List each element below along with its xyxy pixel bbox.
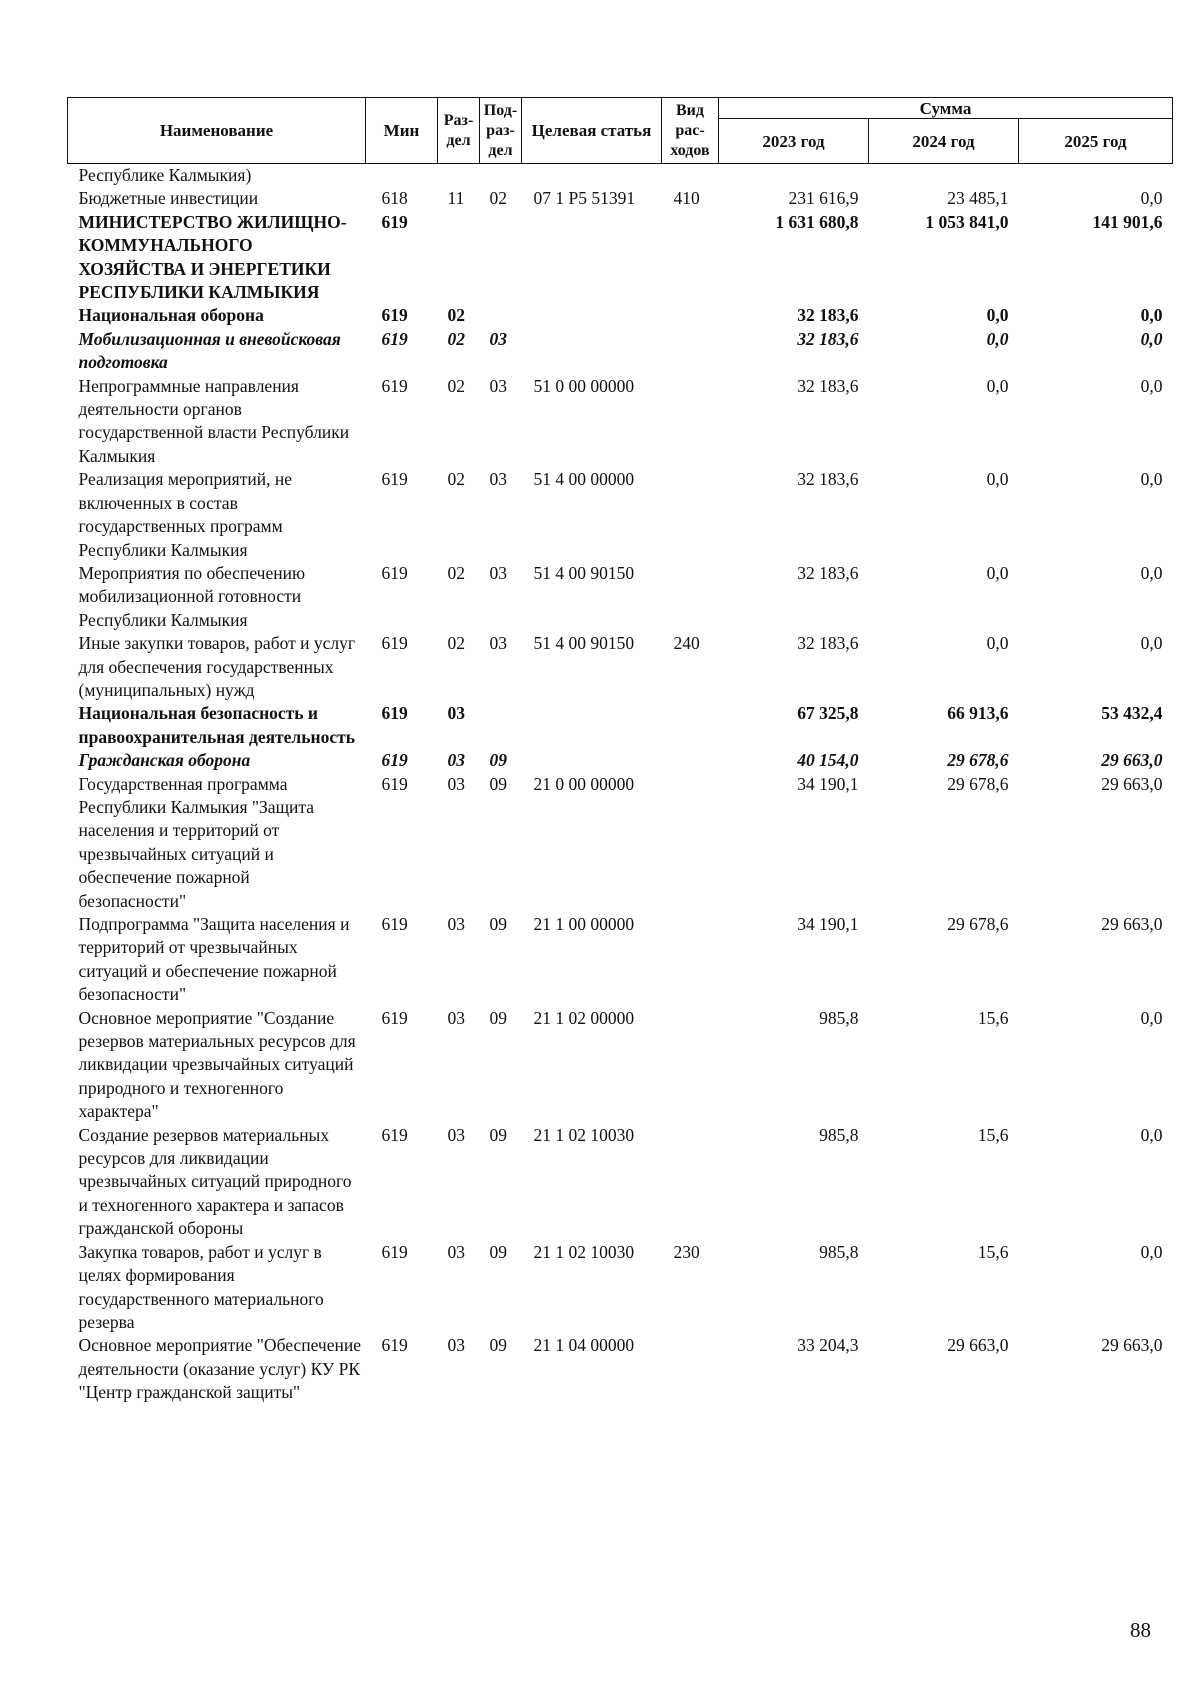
row-target: 07 1 P5 51391 [533, 188, 636, 209]
row-vid [662, 1124, 719, 1241]
header-target: Целевая статья [522, 98, 662, 164]
row-name: Мобилизационная и вневойсковая подготовка [78, 328, 341, 373]
row-podrazdel [480, 304, 522, 327]
row-target [522, 749, 662, 772]
row-sum-2023: 34 190,1 [797, 773, 859, 794]
row-sum-2023: 67 325,8 [797, 703, 859, 724]
row-sum-2025: 0,0 [1140, 305, 1163, 326]
table-row [68, 1241, 1173, 1335]
row-sum-2024: 0,0 [986, 305, 1009, 326]
row-name: Республике Калмыкия) [78, 165, 252, 185]
row-podrazdel: 09 [489, 1241, 507, 1262]
row-sum-2025: 0,0 [1140, 188, 1163, 209]
row-min: 619 [381, 305, 408, 326]
header-year-2025: 2025 год [1019, 119, 1173, 164]
row-sum-2024: 15,6 [977, 1007, 1009, 1028]
table-row [68, 1007, 1173, 1124]
row-min: 619 [381, 562, 408, 583]
header-sum: Сумма [719, 98, 1173, 119]
row-min: 619 [381, 633, 408, 654]
row-sum-2025: 0,0 [1140, 562, 1163, 583]
row-sum-2023: 32 183,6 [797, 469, 859, 490]
row-sum-2025: 53 432,4 [1101, 703, 1163, 724]
row-name: Мероприятия по обеспечению мобилизационной готовности Республики Калмыкия [78, 562, 306, 630]
row-target: 21 0 00 00000 [533, 773, 635, 794]
row-sum-2023: 1 631 680,8 [775, 211, 859, 232]
row-name: Гражданская оборона [78, 750, 251, 771]
row-target: 21 1 02 10030 [533, 1124, 635, 1145]
row-sum-2024: 66 913,6 [947, 703, 1009, 724]
table-row [68, 913, 1173, 1007]
row-sum-2024: 29 678,6 [947, 750, 1009, 771]
row-podrazdel [480, 211, 522, 305]
row-target: 21 1 00 00000 [533, 914, 635, 934]
row-sum-2023: 33 204,3 [797, 1335, 859, 1356]
row-sum-2025: 0,0 [1140, 469, 1163, 490]
row-sum-2023: 32 183,6 [797, 633, 859, 654]
row-sum-2024: 0,0 [986, 375, 1009, 396]
row-sum-2023: 985,8 [819, 1007, 859, 1028]
row-podrazdel [480, 702, 522, 749]
row-vid: 410 [673, 188, 700, 209]
row-vid: 230 [673, 1241, 700, 1262]
row-sum-2024 [869, 164, 1019, 188]
row-target [522, 702, 662, 749]
row-name: Национальная оборона [78, 305, 264, 326]
row-razdel [438, 164, 480, 188]
row-sum-2024: 0,0 [986, 562, 1009, 583]
row-sum-2023: 32 183,6 [797, 305, 859, 326]
table-row [68, 164, 1173, 188]
row-name: Иные закупки товаров, работ и услуг для обеспечения государственных (муниципальных) нужд [78, 633, 356, 700]
row-sum-2025: 0,0 [1140, 1007, 1163, 1028]
row-min: 619 [381, 773, 408, 794]
row-target: 21 1 04 00000 [533, 1335, 635, 1356]
row-name: Закупка товаров, работ и услуг в целях формирования государственного материального резерва [78, 1241, 324, 1332]
row-razdel: 03 [447, 703, 465, 724]
row-target [522, 328, 662, 375]
row-vid [662, 328, 719, 375]
row-podrazdel: 09 [489, 1007, 507, 1028]
row-vid [662, 1007, 719, 1124]
row-min: 619 [381, 469, 408, 490]
table-row [68, 1334, 1173, 1404]
row-target: 21 1 02 10030 [533, 1241, 635, 1262]
table-row [68, 211, 1173, 305]
budget-table [67, 97, 1173, 1405]
header-year-2023: 2023 год [719, 119, 869, 164]
row-podrazdel: 02 [489, 188, 507, 209]
row-sum-2024: 23 485,1 [947, 188, 1009, 209]
row-vid [662, 749, 719, 772]
row-sum-2025 [1019, 164, 1173, 188]
header-year-2024: 2024 год [869, 119, 1019, 164]
row-razdel: 03 [447, 1335, 465, 1356]
row-name: Создание резервов материальных ресурсов для ликвидации чрезвычайных ситуаций природного и техногенного характера и запасов гражданской обороны [78, 1124, 352, 1239]
row-sum-2023: 32 183,6 [797, 375, 859, 396]
table-row [68, 632, 1173, 702]
table-row [68, 187, 1173, 210]
row-razdel [438, 211, 480, 305]
row-min: 619 [381, 375, 408, 396]
row-min [366, 164, 438, 188]
row-sum-2025: 0,0 [1140, 1124, 1163, 1145]
row-vid: 240 [673, 633, 700, 654]
row-sum-2025: 29 663,0 [1101, 773, 1163, 794]
row-sum-2023: 34 190,1 [797, 914, 859, 934]
row-razdel: 03 [447, 914, 465, 934]
row-razdel: 02 [447, 305, 465, 326]
row-razdel: 03 [447, 1124, 465, 1145]
page-number: 88 [1130, 1618, 1151, 1642]
table-row [68, 328, 1173, 375]
table-row [68, 375, 1173, 469]
row-razdel: 02 [447, 562, 465, 583]
table-header [68, 98, 1173, 164]
row-sum-2025: 29 663,0 [1101, 914, 1163, 934]
row-sum-2023: 32 183,6 [797, 562, 859, 583]
row-target: 51 4 00 00000 [533, 469, 635, 490]
row-sum-2025: 0,0 [1140, 633, 1163, 654]
row-podrazdel: 03 [489, 562, 507, 583]
row-min: 619 [381, 703, 408, 724]
row-podrazdel: 03 [489, 375, 507, 396]
row-sum-2024: 29 663,0 [947, 1335, 1009, 1356]
row-vid [662, 468, 719, 562]
row-vid [662, 304, 719, 327]
table-row [68, 562, 1173, 632]
row-sum-2024: 29 678,6 [947, 914, 1009, 934]
table-body [68, 164, 1173, 1405]
row-target: 21 1 02 00000 [533, 1007, 635, 1028]
row-min: 619 [381, 750, 408, 771]
row-vid [662, 913, 719, 1007]
row-sum-2023: 231 616,9 [788, 188, 859, 209]
row-podrazdel: 09 [489, 1124, 507, 1145]
row-razdel: 03 [447, 1007, 465, 1028]
row-sum-2025: 0,0 [1140, 1241, 1163, 1262]
row-min: 619 [381, 328, 408, 349]
row-name: Основное мероприятие "Создание резервов материальных ресурсов для ликвидации чрезвычайных ситуаций природного и техногенного характера" [78, 1007, 356, 1122]
row-sum-2023: 985,8 [819, 1241, 859, 1262]
row-name: Бюджетные инвестиции [78, 188, 259, 209]
row-sum-2023 [719, 164, 869, 188]
row-sum-2025: 0,0 [1140, 328, 1163, 349]
row-sum-2025: 29 663,0 [1101, 750, 1163, 771]
row-min: 619 [381, 211, 408, 232]
table-row [68, 749, 1173, 772]
header-razdel: Раз-дел [438, 98, 480, 164]
row-vid [662, 1334, 719, 1404]
row-name: Подпрограмма "Защита населения и территорий от чрезвычайных ситуаций и обеспечение пожарной безопасности" [78, 914, 350, 1005]
row-podrazdel: 03 [489, 469, 507, 490]
table-row [68, 773, 1173, 913]
row-sum-2024: 0,0 [986, 469, 1009, 490]
row-name: Реализация мероприятий, не включенных в состав государственных программ Республики Калмыкия [78, 469, 292, 560]
row-vid [662, 562, 719, 632]
row-sum-2025: 0,0 [1140, 375, 1163, 396]
row-sum-2024: 29 678,6 [947, 773, 1009, 794]
row-min: 618 [381, 188, 408, 209]
header-min: Мин [366, 98, 438, 164]
budget-document [67, 97, 1172, 1405]
row-podrazdel: 09 [489, 773, 507, 794]
row-sum-2024: 0,0 [986, 633, 1009, 654]
row-sum-2025: 141 901,6 [1092, 211, 1163, 232]
header-podrazdel: Под-раз-дел [480, 98, 522, 164]
row-sum-2024: 0,0 [986, 328, 1009, 349]
row-target: 51 4 00 90150 [533, 633, 635, 654]
row-podrazdel: 03 [489, 328, 507, 349]
row-min: 619 [381, 1124, 408, 1145]
row-podrazdel [480, 164, 522, 188]
row-razdel: 02 [447, 633, 465, 654]
row-min: 619 [381, 1007, 408, 1028]
row-min: 619 [381, 1335, 408, 1356]
table-row [68, 1124, 1173, 1241]
row-podrazdel: 09 [489, 914, 507, 934]
row-sum-2024: 15,6 [977, 1241, 1009, 1262]
table-row [68, 468, 1173, 562]
row-podrazdel: 09 [489, 750, 507, 771]
row-vid [662, 375, 719, 469]
row-sum-2025: 29 663,0 [1101, 1335, 1163, 1356]
row-name: Непрограммные направления деятельности органов государственной власти Республики Калмыкия [78, 375, 350, 466]
row-sum-2023: 985,8 [819, 1124, 859, 1145]
row-min: 619 [381, 1241, 408, 1262]
row-razdel: 02 [447, 375, 465, 396]
header-name: Наименование [68, 98, 366, 164]
row-min: 619 [381, 914, 408, 934]
table-row [68, 702, 1173, 749]
row-razdel: 03 [447, 750, 465, 771]
row-name: Национальная безопасность и правоохранительная деятельность [78, 703, 355, 747]
row-name: Основное мероприятие "Обеспечение деятельности (оказание услуг) КУ РК "Центр гражданской защиты" [78, 1335, 361, 1403]
row-target [522, 164, 662, 188]
row-sum-2023: 32 183,6 [797, 328, 859, 349]
row-target [522, 211, 662, 305]
row-vid [662, 164, 719, 188]
header-vid: Вид рас-ходов [662, 98, 719, 164]
row-sum-2024: 15,6 [977, 1124, 1009, 1145]
row-target: 51 0 00 00000 [533, 375, 635, 396]
row-razdel: 03 [447, 773, 465, 794]
row-razdel: 03 [447, 1241, 465, 1262]
row-vid [662, 773, 719, 913]
row-vid [662, 702, 719, 749]
row-name: МИНИСТЕРСТВО ЖИЛИЩНО-КОММУНАЛЬНОГО ХОЗЯЙСТВА И ЭНЕРГЕТИКИ РЕСПУБЛИКИ КАЛМЫКИЯ [78, 211, 347, 303]
row-sum-2024: 1 053 841,0 [925, 211, 1009, 232]
row-razdel: 02 [447, 328, 465, 349]
row-target: 51 4 00 90150 [533, 562, 635, 583]
row-podrazdel: 09 [489, 1335, 507, 1356]
row-target [522, 304, 662, 327]
row-vid [662, 211, 719, 305]
row-podrazdel: 03 [489, 633, 507, 654]
table-row [68, 304, 1173, 327]
row-sum-2023: 40 154,0 [797, 750, 859, 771]
row-razdel: 11 [447, 188, 465, 209]
row-name: Государственная программа Республики Калмыкия "Защита населения и территорий от чрезвычайных ситуаций и обеспечение пожарной безопасности" [78, 773, 315, 911]
row-razdel: 02 [447, 469, 465, 490]
